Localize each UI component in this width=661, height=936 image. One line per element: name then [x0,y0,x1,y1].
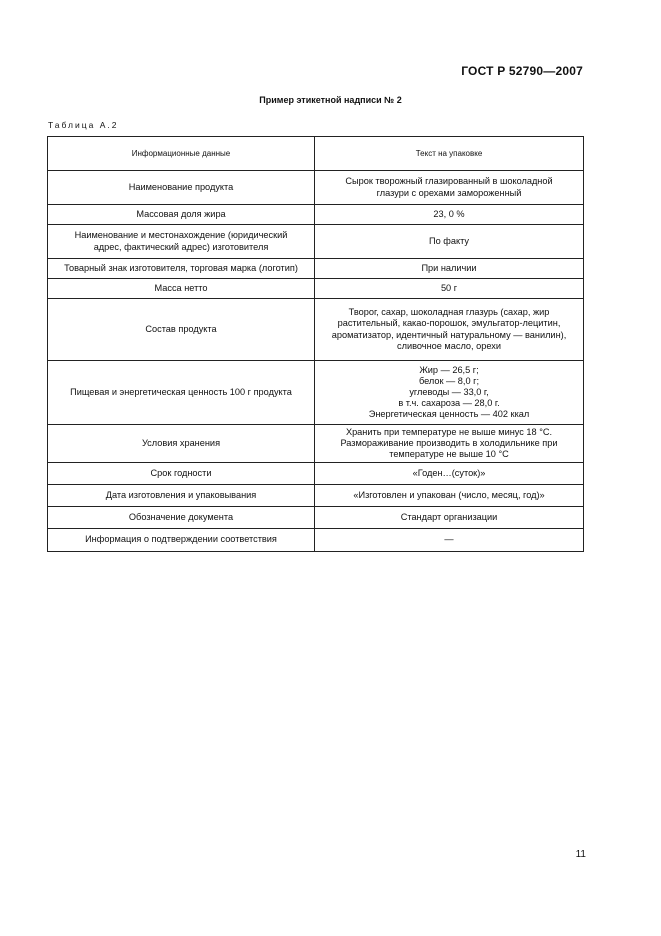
header-package-text: Текст на упаковке [315,137,584,171]
cell-line: «Годен…(суток)» [412,467,486,478]
cell-line: 23, 0 % [433,208,465,219]
table-row [48,171,584,205]
info-cell [48,425,315,463]
cell-line: По факту [429,235,469,246]
info-cell [48,279,315,299]
cell-line: углеводы — 33,0 г, [409,386,489,397]
cell-line: «Изготовлен и упакован (число, месяц, год)» [353,489,545,500]
info-cell [48,205,315,225]
cell-line: Масса нетто [154,282,208,293]
cell-line: глазури с орехами замороженный [376,187,522,198]
cell-line: в т.ч. сахароза — 28,0 г. [398,398,500,409]
table-row [48,279,584,299]
example-title: Пример этикетной надписи № 2 [259,95,402,105]
cell-line: Творог, сахар, шоколадная глазурь (сахар, жир [348,307,550,318]
cell-line: 50 г [440,282,458,293]
document-code: ГОСТ Р 52790—2007 [461,64,583,78]
cell-line: Жир — 26,5 г; [419,364,479,375]
cell-line: адрес, фактический адрес) изготовителя [93,241,269,252]
table-row [48,425,584,463]
package-text-cell [315,425,584,463]
info-cell [48,507,315,529]
cell-line: белок — 8,0 г; [418,375,480,386]
package-text-cell [315,259,584,279]
table-row [48,361,584,425]
table-row [48,225,584,259]
package-text-cell [315,529,584,552]
cell-line: сливочное масло, орехи [397,340,501,351]
table-header-row [48,137,584,171]
package-text-cell [315,361,584,425]
table-row [48,299,584,361]
info-cell [48,225,315,259]
cell-line: Размораживание производить в холодильнике при [340,437,558,448]
cell-line: Наименование продукта [128,181,234,192]
table-row [48,485,584,507]
label-table [47,136,584,552]
table-body [48,171,584,552]
cell-line: Стандарт организации [400,511,498,522]
cell-line: температуре не выше 10 °С [389,449,509,460]
table-row [48,205,584,225]
table-row [48,507,584,529]
cell-line: Массовая доля жира [136,208,226,219]
info-cell [48,171,315,205]
table-row [48,529,584,552]
info-cell [48,529,315,552]
package-text-cell [315,299,584,361]
cell-line: Пищевая и энергетическая ценность 100 г продукта [70,386,292,397]
info-cell [48,259,315,279]
cell-line: Срок годности [150,467,212,478]
cell-line: Обозначение документа [128,511,234,522]
package-text-cell [315,279,584,299]
cell-line: Состав продукта [145,323,217,334]
package-text-cell [315,225,584,259]
package-text-cell [315,171,584,205]
header-info-data: Информационные данные [48,137,315,171]
cell-line: Сырок творожный глазированный в шоколадной [345,176,553,187]
cell-line: Товарный знак изготовителя, торговая марка (логотип) [64,262,298,273]
cell-line: Хранить при температуре не выше минус 18 °С. [345,426,553,437]
package-text-cell [315,463,584,485]
cell-line: Энергетическая ценность — 402 ккал [368,409,530,420]
cell-line: — [444,534,454,545]
info-cell [48,485,315,507]
table-label: Таблица А.2 [48,120,119,130]
cell-line: Информация о подтверждении соответствия [85,534,277,545]
info-cell [48,299,315,361]
cell-line: ароматизатор, идентичный натуральному — ванилин), [331,329,567,340]
info-cell [48,361,315,425]
package-text-cell [315,485,584,507]
page-number: 11 [575,849,586,860]
cell-line: растительный, какао-порошок, эмульгатор-лецитин, [337,318,561,329]
package-text-cell [315,507,584,529]
package-text-cell [315,205,584,225]
cell-line: Дата изготовления и упаковывания [105,489,257,500]
cell-line: При наличии [421,262,477,273]
cell-line: Условия хранения [141,437,221,448]
table-row [48,259,584,279]
cell-line: Наименование и местонахождение (юридический [74,230,288,241]
table-row [48,463,584,485]
info-cell [48,463,315,485]
